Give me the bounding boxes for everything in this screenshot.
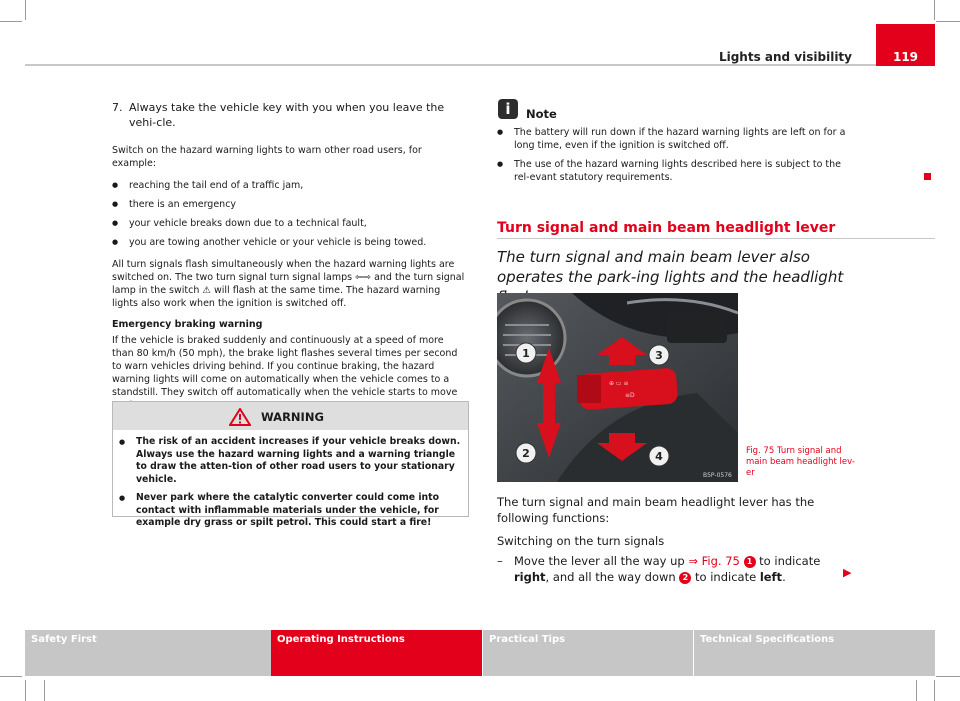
instruction-text-d: to indicate: [695, 570, 757, 584]
callout-4: [649, 446, 669, 466]
crop-mark: [934, 0, 935, 20]
section-end-mark: [924, 173, 931, 180]
info-icon: i: [498, 99, 518, 119]
instruction-text-b: to indicate: [759, 554, 821, 568]
list-item: ● Never park where the catalytic converter could come into contact with inflammable materials under the vehicle, for example dry grass or spilt petrol. This could start a fire!: [119, 492, 462, 530]
callout-2: [516, 443, 536, 463]
figure-link[interactable]: ⇒ Fig. 75: [688, 554, 740, 568]
crop-mark: [44, 680, 45, 701]
instruction-text-c: , and all the way down: [545, 570, 676, 584]
note-title: Note: [526, 107, 557, 121]
instruction-text-e: .: [782, 570, 786, 584]
list-item: ● there is an emergency: [112, 198, 468, 211]
list-item: ● The use of the hazard warning lights described here is subject to the rel-evant statutory requirements.: [497, 158, 849, 184]
crop-mark: [0, 21, 22, 22]
body-text: The turn signal and main beam headlight lever has the following functions:: [497, 495, 815, 525]
warning-title: WARNING: [261, 410, 324, 424]
list-item: ● you are towing another vehicle or your vehicle is being towed.: [112, 236, 468, 249]
emergency-braking-title: Emergency braking warning: [112, 319, 263, 330]
hazard-text-a: All turn signals flash simultaneously when the hazard warning lights are switched on. The two turn signal turn signal lamps: [112, 259, 455, 283]
figure-turn-signal-lever: [497, 293, 738, 482]
lead-text: The turn signal and main beam lever also operates the park-ing lights and the headlight: [497, 248, 844, 286]
hazard-reasons-list: [112, 179, 468, 249]
continue-arrow-icon: ▶: [843, 566, 852, 579]
crop-mark: [0, 676, 22, 677]
warning-header: [113, 402, 468, 430]
section-title: Lights and visibility: [718, 50, 852, 64]
svg-text:1: 1: [522, 347, 530, 360]
tab-safety-first[interactable]: Safety First: [25, 630, 271, 676]
crop-mark: [916, 680, 917, 701]
hazard-text-b: and the turn signal lamp in the switch: [112, 272, 465, 296]
hazard-text-c: will flash at the same time. The hazard warning lights also work when the ignition is switched off.: [112, 285, 441, 309]
lever-illustration: [497, 293, 738, 482]
svg-text:≡D: ≡D: [625, 392, 635, 399]
warning-list: [119, 436, 462, 530]
note-body: [497, 126, 849, 190]
hazard-triangle-icon: ⚠: [202, 285, 211, 296]
section-heading: Turn signal and main beam headlight lever: [497, 220, 836, 236]
svg-text:4: 4: [655, 450, 663, 463]
tab-technical-specifications[interactable]: Technical Specifications: [693, 630, 935, 676]
direction-left: left: [759, 570, 783, 584]
list-item: ● The risk of an accident increases if your vehicle breaks down. Always use the hazard warning lights and a warning triangle to draw the atten-tion of other road users to your stationary vehicle.: [119, 436, 462, 486]
warning-box: [112, 401, 469, 528]
instruction-text-a: Move the lever all the way up: [514, 554, 685, 568]
list-item: ● reaching the tail end of a traffic jam,: [112, 179, 468, 192]
warning-triangle-icon: [229, 408, 251, 426]
crop-mark: [936, 676, 960, 677]
crop-mark: [25, 680, 26, 701]
step-number: 7.: [112, 101, 123, 114]
tab-practical-tips[interactable]: Practical Tips: [482, 630, 693, 676]
svg-text:⊕ ▭ ≡: ⊕ ▭ ≡: [609, 380, 629, 387]
emergency-braking-text: If the vehicle is braked suddenly and continuously at a speed of more than 80 km/h (50 mph), the brake light flashes several times per second to warn vehicles driving behind. If you continue braking, the hazard warning lights will come on automatically when the vehicle comes to a standstill. They switch off automatically when the vehicle starts to move: [112, 335, 458, 398]
svg-text:3: 3: [655, 349, 663, 362]
callout-badge-1: 1: [744, 556, 756, 568]
page-number: 119: [892, 50, 919, 64]
crop-mark: [25, 0, 26, 20]
note-list: [497, 126, 849, 184]
heading-rule: [497, 238, 935, 239]
turn-arrows-icon: ⇦⇨: [355, 272, 372, 283]
header-rule: [25, 64, 935, 66]
subheading: Switching on the turn signals: [497, 534, 665, 548]
instruction-item: [497, 553, 857, 585]
list-item: ● The battery will run down if the hazard warning lights are left on for a long time, even if the ignition is switched off.: [497, 126, 849, 152]
figure-caption: Fig. 75 Turn signal and main beam headlight lev-er: [746, 446, 855, 478]
tab-operating-instructions[interactable]: Operating Instructions: [271, 630, 482, 676]
hazard-paragraph: [112, 258, 468, 310]
list-item: ● your vehicle breaks down due to a technical fault,: [112, 217, 468, 230]
dash: –: [497, 554, 503, 568]
crop-mark: [936, 21, 960, 22]
crop-mark: [934, 680, 935, 701]
intro-text: Switch on the hazard warning lights to warn other road users, for example:: [112, 145, 422, 169]
footer-nav: [25, 630, 935, 676]
callout-1: [516, 343, 536, 363]
callout-3: [649, 345, 669, 365]
direction-right: right: [514, 570, 546, 584]
figure-code: B5P-0576: [703, 472, 732, 479]
step-text: Always take the vehicle key with you when you leave the vehi-cle.: [129, 101, 445, 129]
callout-badge-2: 2: [679, 572, 691, 584]
left-column: [112, 144, 468, 418]
section-body: [497, 494, 857, 585]
svg-text:2: 2: [522, 447, 530, 460]
